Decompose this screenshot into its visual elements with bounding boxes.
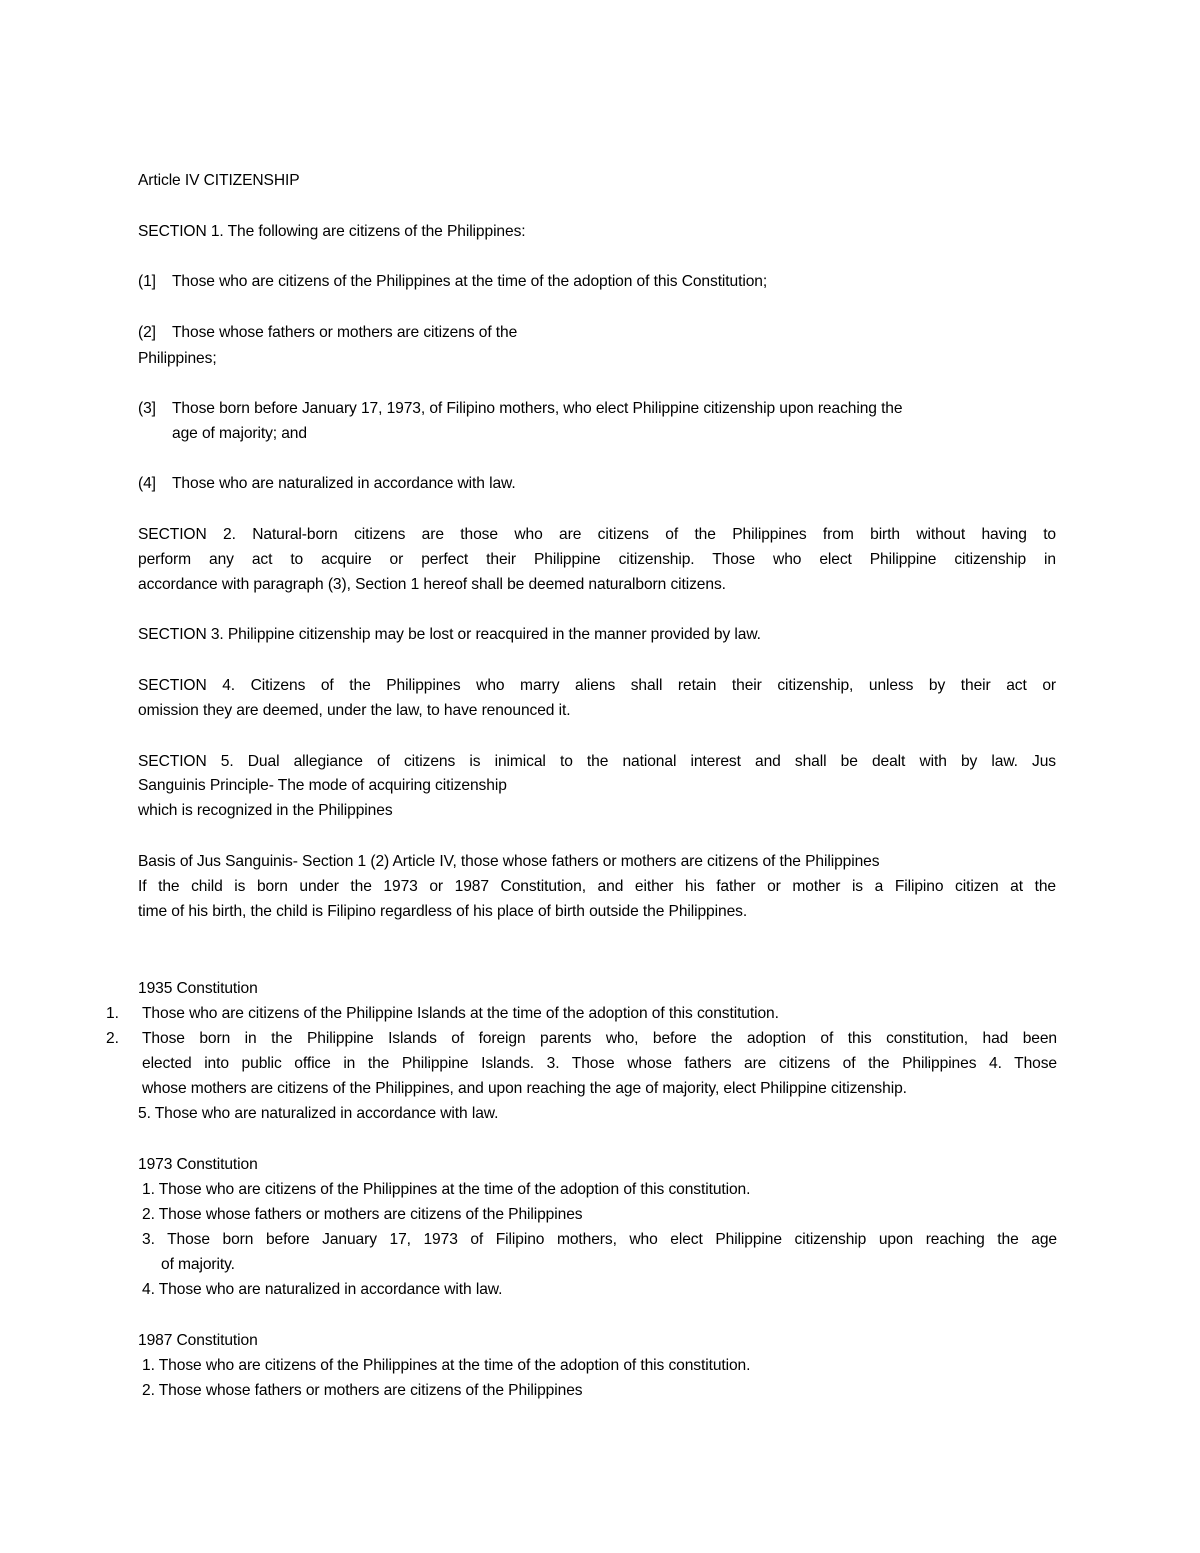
basis-line-1: Basis of Jus Sanguinis- Section 1 (2) Article IV, those whose fathers or mothers are citizens of the Philippines	[138, 853, 880, 870]
section-5-line-3: which is recognized in the Philippines	[138, 802, 393, 819]
section-1-item-1	[138, 272, 767, 292]
item-text: Those whose fathers or mothers are citizens of the	[172, 324, 518, 341]
list-1935-item-2	[106, 1029, 142, 1049]
section-1-item-4	[138, 474, 516, 494]
section-1-item-2-cont: Philippines;	[138, 350, 217, 367]
item-number: 2.	[106, 1030, 119, 1047]
section-2-line-1: SECTION 2. Natural-born citizens are those who are citizens of the Philippines from birth without having to	[138, 526, 1056, 543]
item-label: (2]	[138, 324, 156, 341]
item-label: (4]	[138, 475, 156, 492]
section-1-item-2	[138, 323, 517, 343]
section-1-item-3	[138, 399, 902, 419]
item-text: Those who are citizens of the Philippines at the time of the adoption of this Constitution;	[172, 273, 768, 290]
list-1973-item-3-line-1: 3. Those born before January 17, 1973 of Filipino mothers, who elect Philippine citizenship upon reaching the age	[142, 1231, 1057, 1248]
heading-1987-constitution: 1987 Constitution	[138, 1332, 258, 1349]
section-4-line-2: omission they are deemed, under the law, to have renounced it.	[138, 702, 571, 719]
item-label: (3]	[138, 400, 156, 417]
item-label: (1]	[138, 273, 156, 290]
heading-1973-constitution: 1973 Constitution	[138, 1156, 258, 1173]
list-1973-item-1: 1. Those who are citizens of the Philippines at the time of the adoption of this constitution.	[142, 1181, 751, 1198]
list-1935-item-1	[106, 1004, 779, 1024]
item-text: Those who are naturalized in accordance with law.	[172, 475, 516, 492]
item-text: Those born before January 17, 1973, of Filipino mothers, who elect Philippine citizenship upon reaching the	[172, 400, 903, 417]
section-2-line-2: perform any act to acquire or perfect their Philippine citizenship. Those who elect Philippine citizenship in	[138, 551, 1056, 568]
item-text: Those who are citizens of the Philippine Islands at the time of the adoption of this constitution.	[142, 1005, 779, 1022]
basis-line-2: If the child is born under the 1973 or 1987 Constitution, and either his father or mother is a Filipino citizen at the	[138, 878, 1056, 895]
list-1935-item-5: 5. Those who are naturalized in accordance with law.	[138, 1105, 499, 1122]
section-5-line-1: SECTION 5. Dual allegiance of citizens is inimical to the national interest and shall be dealt with by law. Jus	[138, 753, 1056, 770]
section-1-intro: SECTION 1. The following are citizens of the Philippines:	[138, 223, 526, 240]
list-1987-item-2: 2. Those whose fathers or mothers are citizens of the Philippines	[142, 1382, 583, 1399]
list-1935-item-2-line-2: elected into public office in the Philippine Islands. 3. Those whose fathers are citizens of the Philippines 4. Those	[142, 1055, 1057, 1072]
list-1973-item-2: 2. Those whose fathers or mothers are citizens of the Philippines	[142, 1206, 583, 1223]
list-1973-item-4: 4. Those who are naturalized in accordance with law.	[142, 1281, 503, 1298]
list-1935-item-2-line-3: whose mothers are citizens of the Philippines, and upon reaching the age of majority, elect Philippine citizenship.	[142, 1080, 907, 1097]
basis-line-3: time of his birth, the child is Filipino regardless of his place of birth outside the Philippines.	[138, 903, 748, 920]
section-2-line-3: accordance with paragraph (3), Section 1 hereof shall be deemed naturalborn citizens.	[138, 576, 726, 593]
heading-1935-constitution: 1935 Constitution	[138, 980, 258, 997]
section-1-item-3-cont: age of majority; and	[172, 425, 307, 442]
list-1935-item-2-line-1: Those born in the Philippine Islands of foreign parents who, before the adoption of this constitution, had been	[142, 1030, 1057, 1047]
section-3: SECTION 3. Philippine citizenship may be lost or reacquired in the manner provided by law.	[138, 626, 761, 643]
list-1973-item-3-line-2: of majority.	[161, 1256, 235, 1273]
list-1987-item-1: 1. Those who are citizens of the Philippines at the time of the adoption of this constitution.	[142, 1357, 751, 1374]
item-number: 1.	[106, 1005, 119, 1022]
section-4-line-1: SECTION 4. Citizens of the Philippines who marry aliens shall retain their citizenship, unless by their act or	[138, 677, 1056, 694]
section-5-line-2: Sanguinis Principle- The mode of acquiring citizenship	[138, 777, 507, 794]
article-title: Article IV CITIZENSHIP	[138, 172, 300, 189]
